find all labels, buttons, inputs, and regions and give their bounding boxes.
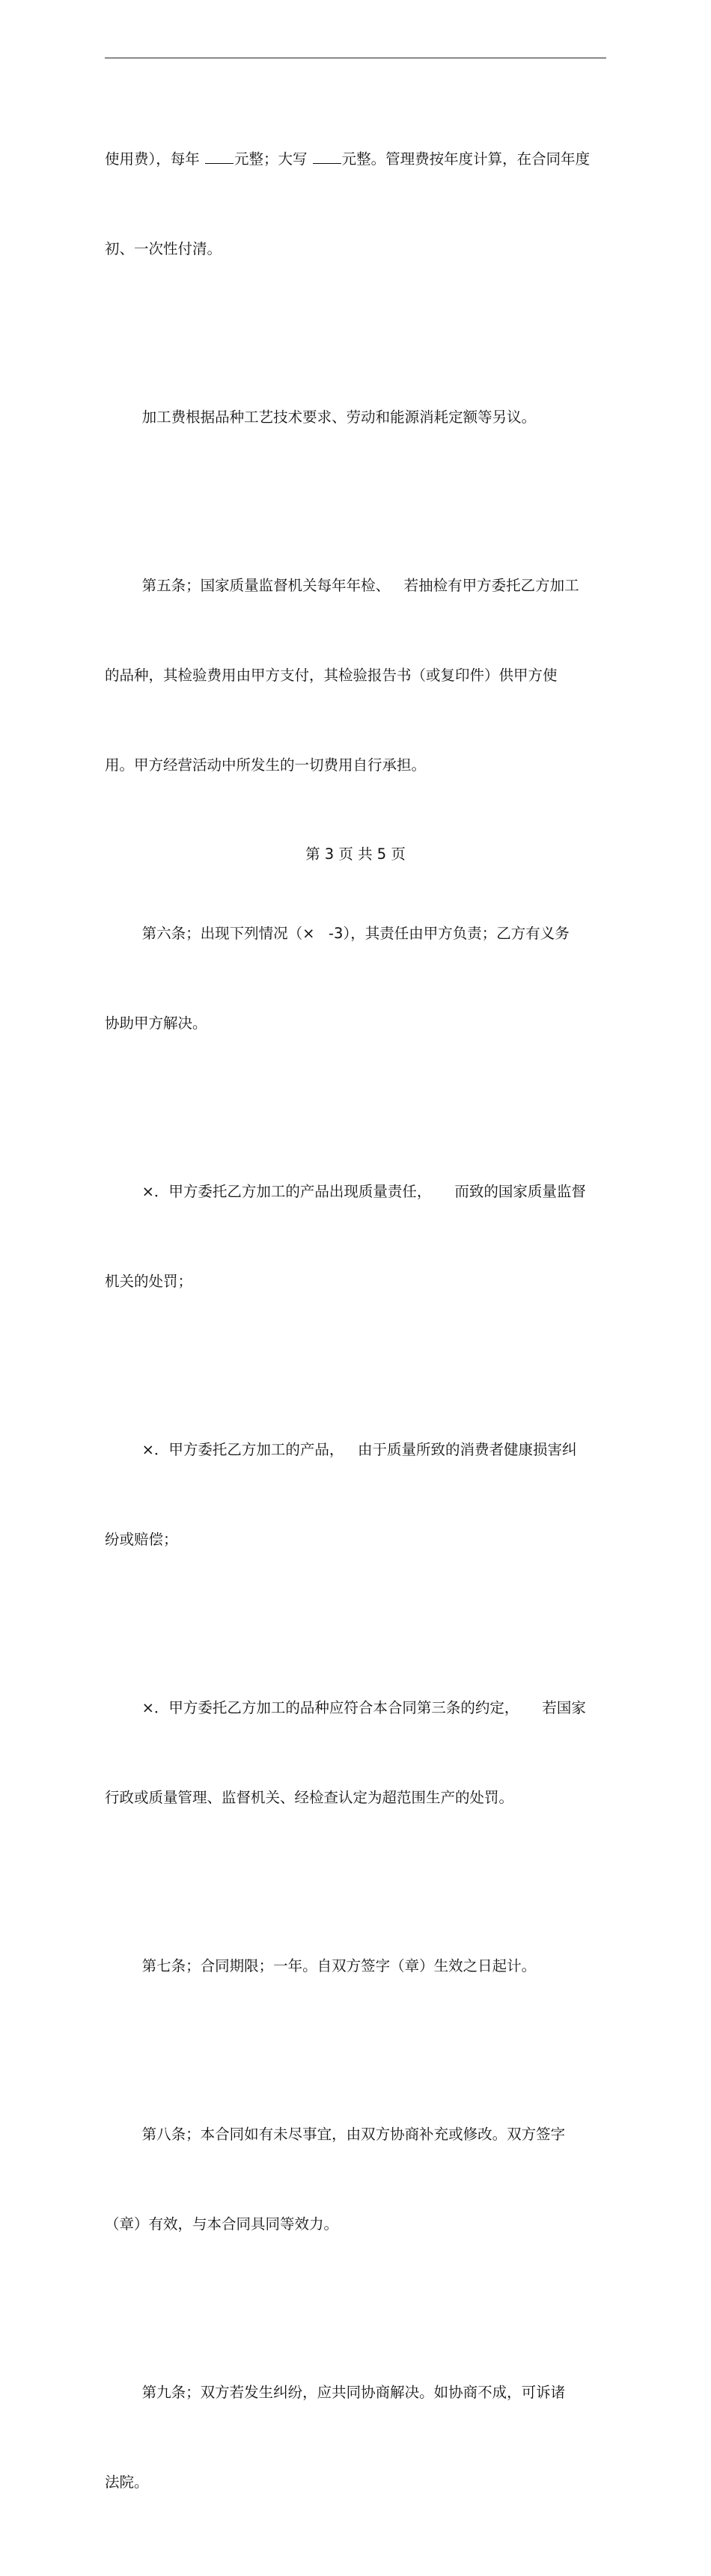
text-line: 法院。 (105, 2473, 149, 2491)
text-line: 第九条；双方若发生纠纷，应共同协商解决。如协商不成，可诉诸 (105, 2384, 566, 2401)
paragraph-article-9 (105, 2318, 608, 2557)
fill-blank (313, 150, 341, 164)
paragraph-article-5 (105, 511, 608, 840)
text-line: 加工费根据品种工艺技术要求、劳动和能源消耗定额等另议。 (105, 409, 537, 426)
document-body (105, 85, 608, 2576)
text-line: （章）有效，与本合同具同等效力。 (105, 2215, 339, 2233)
text-line: 第七条；合同期限；一年。自双方签字（章）生效之日起计。 (105, 1957, 537, 1974)
text-line: 的品种，其检验费用由甲方支付，其检验报告书（或复印件）供甲方使 (105, 667, 558, 684)
text-line: 第六条；出现下列情况（× -3），其责任由甲方负责；乙方有义务 (105, 925, 570, 942)
text-line: 行政或质量管理、监督机关、经检查认定为超范围生产的处罚。 (105, 1789, 514, 1806)
paragraph-processing-fee (105, 343, 608, 492)
paragraph-article-8 (105, 2060, 608, 2299)
paragraph-item-quality-penalty (105, 1117, 608, 1356)
text-line: 纷或赔偿； (105, 1531, 178, 1548)
text-segment: 元整；大写 (234, 150, 312, 168)
text-segment: 元整。管理费按年度计算，在合同年度 (341, 150, 591, 168)
text-line (105, 144, 608, 174)
paragraph-article-6 (105, 859, 608, 1098)
paragraph-item-consumer-damage (105, 1375, 608, 1615)
text-line: 用。甲方经营活动中所发生的一切费用自行承担。 (105, 756, 427, 774)
paragraph-article-7 (105, 1891, 608, 2041)
text-line: 第五条；国家质量监督机关每年年检、 若抽检有甲方委托乙方加工 (105, 577, 579, 594)
paragraph-management-fee (105, 85, 608, 324)
text-line: 第八条；本合同如有未尽事宜，由双方协商补充或修改。双方签字 (105, 2126, 566, 2143)
text-line: 初、一次性付清。 (105, 240, 222, 257)
text-segment: 使用费），每年 (105, 150, 204, 168)
page-number-footer: 第 3 页 共 5 页 (305, 845, 406, 863)
paragraph-item-scope-penalty (105, 1633, 608, 1873)
fill-blank (205, 150, 234, 164)
text-line: ×．甲方委托乙方加工的产品出现质量责任， 而致的国家质量监督 (105, 1183, 586, 1200)
text-line: 机关的处罚； (105, 1273, 193, 1290)
text-line: ×．甲方委托乙方加工的产品， 由于质量所致的消费者健康损害纠 (105, 1441, 577, 1458)
text-line: 协助甲方解决。 (105, 1015, 207, 1032)
text-line: ×．甲方委托乙方加工的品种应符合本合同第三条的约定， 若国家 (105, 1699, 586, 1716)
